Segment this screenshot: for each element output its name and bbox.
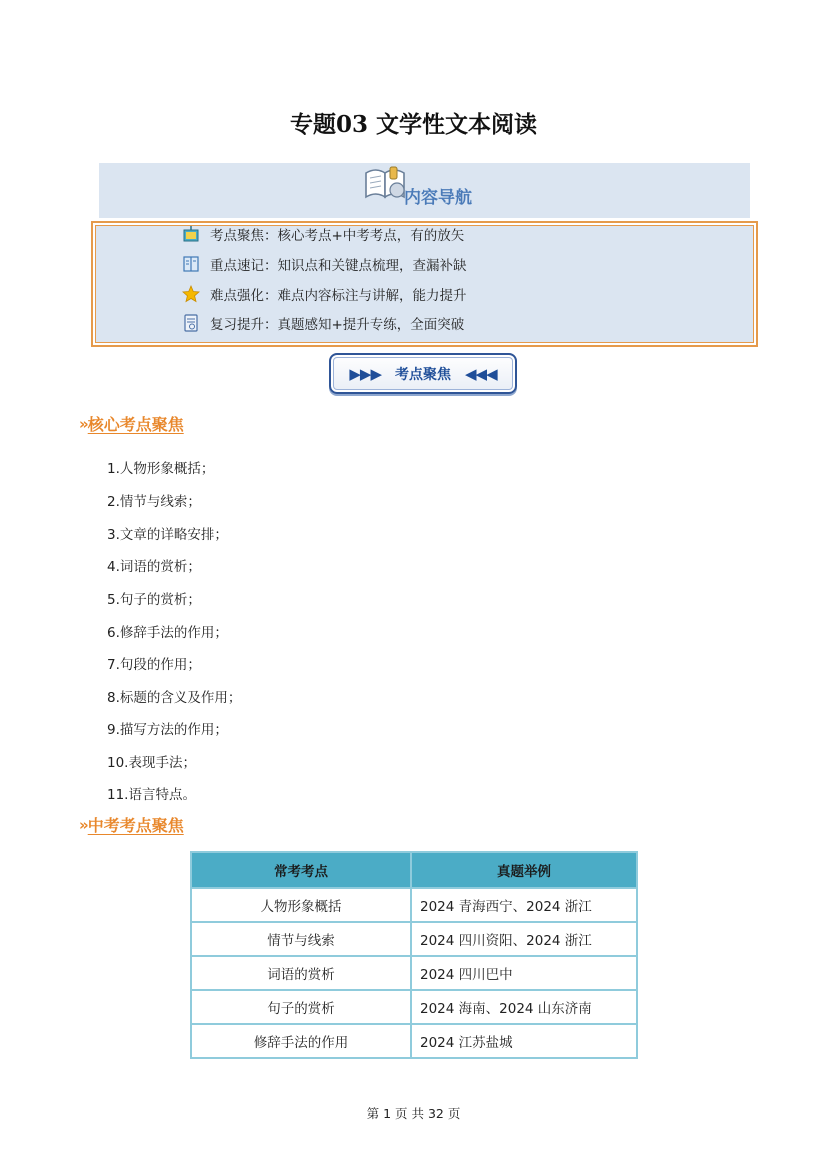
nav-item-memo[interactable]: [182, 253, 467, 275]
left-arrows-icon: ◀◀◀: [465, 364, 497, 383]
nav-item-label: 重点速记：知识点和关键点梳理，查漏补缺: [210, 258, 467, 274]
list-item: 9.描写方法的作用；: [107, 722, 228, 738]
nav-item-review[interactable]: [182, 312, 464, 334]
exam-section-heading: [79, 813, 184, 836]
table-cell: 2024 青海西宁、2024 浙江: [411, 888, 637, 922]
nav-item-difficulty[interactable]: [182, 283, 467, 305]
list-item: 1.人物形象概括；: [107, 461, 215, 477]
page-title: 专题03 文学性文本阅读: [289, 111, 537, 138]
focus-board-icon: [182, 225, 200, 243]
right-arrows-icon: ▶▶▶: [349, 364, 381, 383]
list-item: 3.文章的详略安排；: [107, 527, 228, 543]
double-chevron-icon: »: [79, 414, 86, 433]
column-header: 真题举例: [411, 852, 637, 888]
section-heading-text: 中考考点聚焦: [87, 816, 184, 835]
table-row: [191, 922, 637, 956]
open-book-hand-icon: [364, 165, 408, 201]
nav-item-label: 考点聚焦：核心考点+中考考点，有的放矢: [210, 228, 465, 244]
list-item: 4.词语的赏析；: [107, 559, 201, 575]
table-cell: 2024 海南、2024 山东济南: [411, 990, 637, 1024]
table-cell: 词语的赏析: [191, 956, 411, 990]
nav-item-label: 难点强化：难点内容标注与讲解，能力提升: [210, 288, 467, 304]
list-item: 10.表现手法；: [107, 755, 196, 771]
list-item: 5.句子的赏析；: [107, 592, 201, 608]
double-chevron-icon: »: [79, 815, 86, 834]
section-heading-text: 核心考点聚焦: [87, 415, 184, 434]
nav-item-focus[interactable]: [182, 223, 464, 245]
table-row: [191, 888, 637, 922]
document-icon: [182, 314, 200, 332]
table-cell: 人物形象概括: [191, 888, 411, 922]
table-header-row: [191, 852, 637, 888]
content-nav-title: 内容导航: [404, 188, 472, 208]
banner-label: 考点聚焦: [395, 366, 451, 383]
star-icon: [182, 285, 200, 303]
nav-item-label: 复习提升：真题感知+提升专练，全面突破: [210, 317, 465, 333]
core-section-heading: [79, 412, 184, 435]
table-cell: 2024 四川巴中: [411, 956, 637, 990]
table-cell: 情节与线索: [191, 922, 411, 956]
exam-focus-banner: [329, 353, 517, 394]
list-item: 8.标题的含义及作用；: [107, 690, 242, 706]
table-row: [191, 990, 637, 1024]
column-header: 常考考点: [191, 852, 411, 888]
table-row: [191, 956, 637, 990]
table-cell: 句子的赏析: [191, 990, 411, 1024]
content-nav-header: [99, 163, 750, 218]
list-item: 11.语言特点。: [107, 787, 196, 803]
table-cell: 2024 四川资阳、2024 浙江: [411, 922, 637, 956]
book-icon: [182, 255, 200, 273]
table-cell: 2024 江苏盐城: [411, 1024, 637, 1058]
page-footer: 第 1 页 共 32 页: [366, 1106, 461, 1121]
exam-points-table: [190, 851, 638, 1059]
table-cell: 修辞手法的作用: [191, 1024, 411, 1058]
list-item: 7.句段的作用；: [107, 657, 201, 673]
list-item: 2.情节与线索；: [107, 494, 201, 510]
list-item: 6.修辞手法的作用；: [107, 625, 228, 641]
table-row: [191, 1024, 637, 1058]
